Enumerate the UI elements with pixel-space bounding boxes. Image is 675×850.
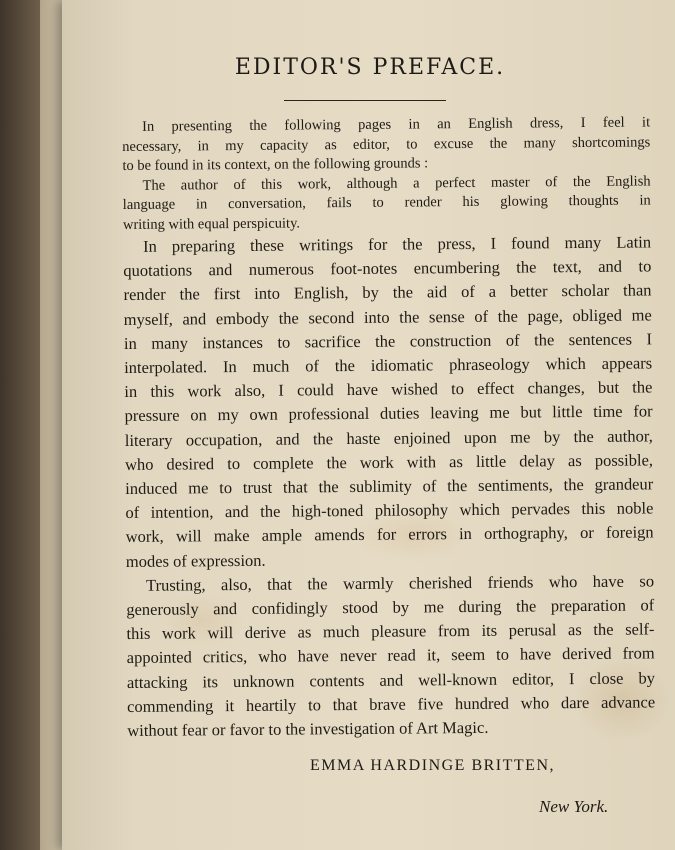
text-line: in many instances to sacrifice the construction of the sentences I: [123, 329, 653, 353]
text-line: modes of expression.: [125, 550, 266, 571]
text-line: pressure on my own professional duties leaving me but little time for: [124, 401, 653, 426]
text-line: work, will make ample amends for errors in orthography, or foreign: [125, 522, 654, 547]
text-line: commending it heartily to that brave five hundred who dare advance: [127, 692, 656, 716]
text-line: this work will derive as much pleasure from its perusal as the self-: [126, 619, 655, 644]
text-line: interpolated. In much of the idiomatic phraseology which appears: [124, 353, 653, 378]
page-title: EDITOR'S PREFACE.: [234, 55, 506, 80]
text-line: render the first into English, by the aid of a better scholar than: [123, 280, 652, 305]
text-line: to be found in its context, on the following grounds :: [122, 155, 429, 174]
text-line: induced me to trust that the sublimity of the sentiments, the grandeur: [125, 474, 654, 499]
text-line: without fear or favor to the investigation of Art Magic.: [127, 717, 489, 741]
text-line: appointed critics, who have never read it, seem to have derived from: [126, 643, 655, 668]
text-line: In preparing these writings for the press, I found many Latin: [143, 232, 652, 256]
text-line: who desired to complete the work with as little delay as possible,: [124, 450, 654, 474]
preface-text: [122, 113, 655, 743]
text-line: literary occupation, and the haste enjoined upon me by the author,: [124, 426, 653, 450]
title-rule: [284, 100, 446, 101]
text-line: In presenting the following pages in an English dress, I feel it: [142, 114, 651, 135]
text-line: attacking its unknown contents and well-known editor, I close by: [126, 668, 655, 692]
text-line: of intention, and the high-toned philosophy which pervades this noble: [125, 498, 654, 523]
text-line: in this work also, I could have wished to effect changes, but the: [124, 377, 653, 402]
book-page: [62, 0, 675, 850]
text-line: generously and confidingly stood by me during the preparation of: [126, 595, 655, 620]
location: New York.: [539, 797, 609, 816]
text-line: The author of this work, although a perfect master of the English: [142, 172, 651, 194]
text-line: necessary, in my capacity as editor, to excuse the many shortcomings: [122, 133, 651, 155]
paragraph-1: [122, 113, 650, 176]
paragraph-2: [123, 172, 651, 235]
text-line: language in conversation, fails to render his glowing thoughts in: [122, 192, 651, 213]
paragraph-3: [123, 230, 654, 573]
signature: EMMA HARDINGE BRITTEN,: [310, 757, 555, 774]
text-line: Trusting, also, that the warmly cherished friends who have so: [145, 571, 655, 595]
text-line: quotations and numerous foot-notes encumbering the text, and to: [123, 256, 652, 281]
text-line: writing with equal perspicuity.: [122, 214, 301, 233]
text-line: myself, and embody the second into the sense of the page, obliged me: [123, 304, 652, 329]
paragraph-4: [126, 569, 655, 743]
